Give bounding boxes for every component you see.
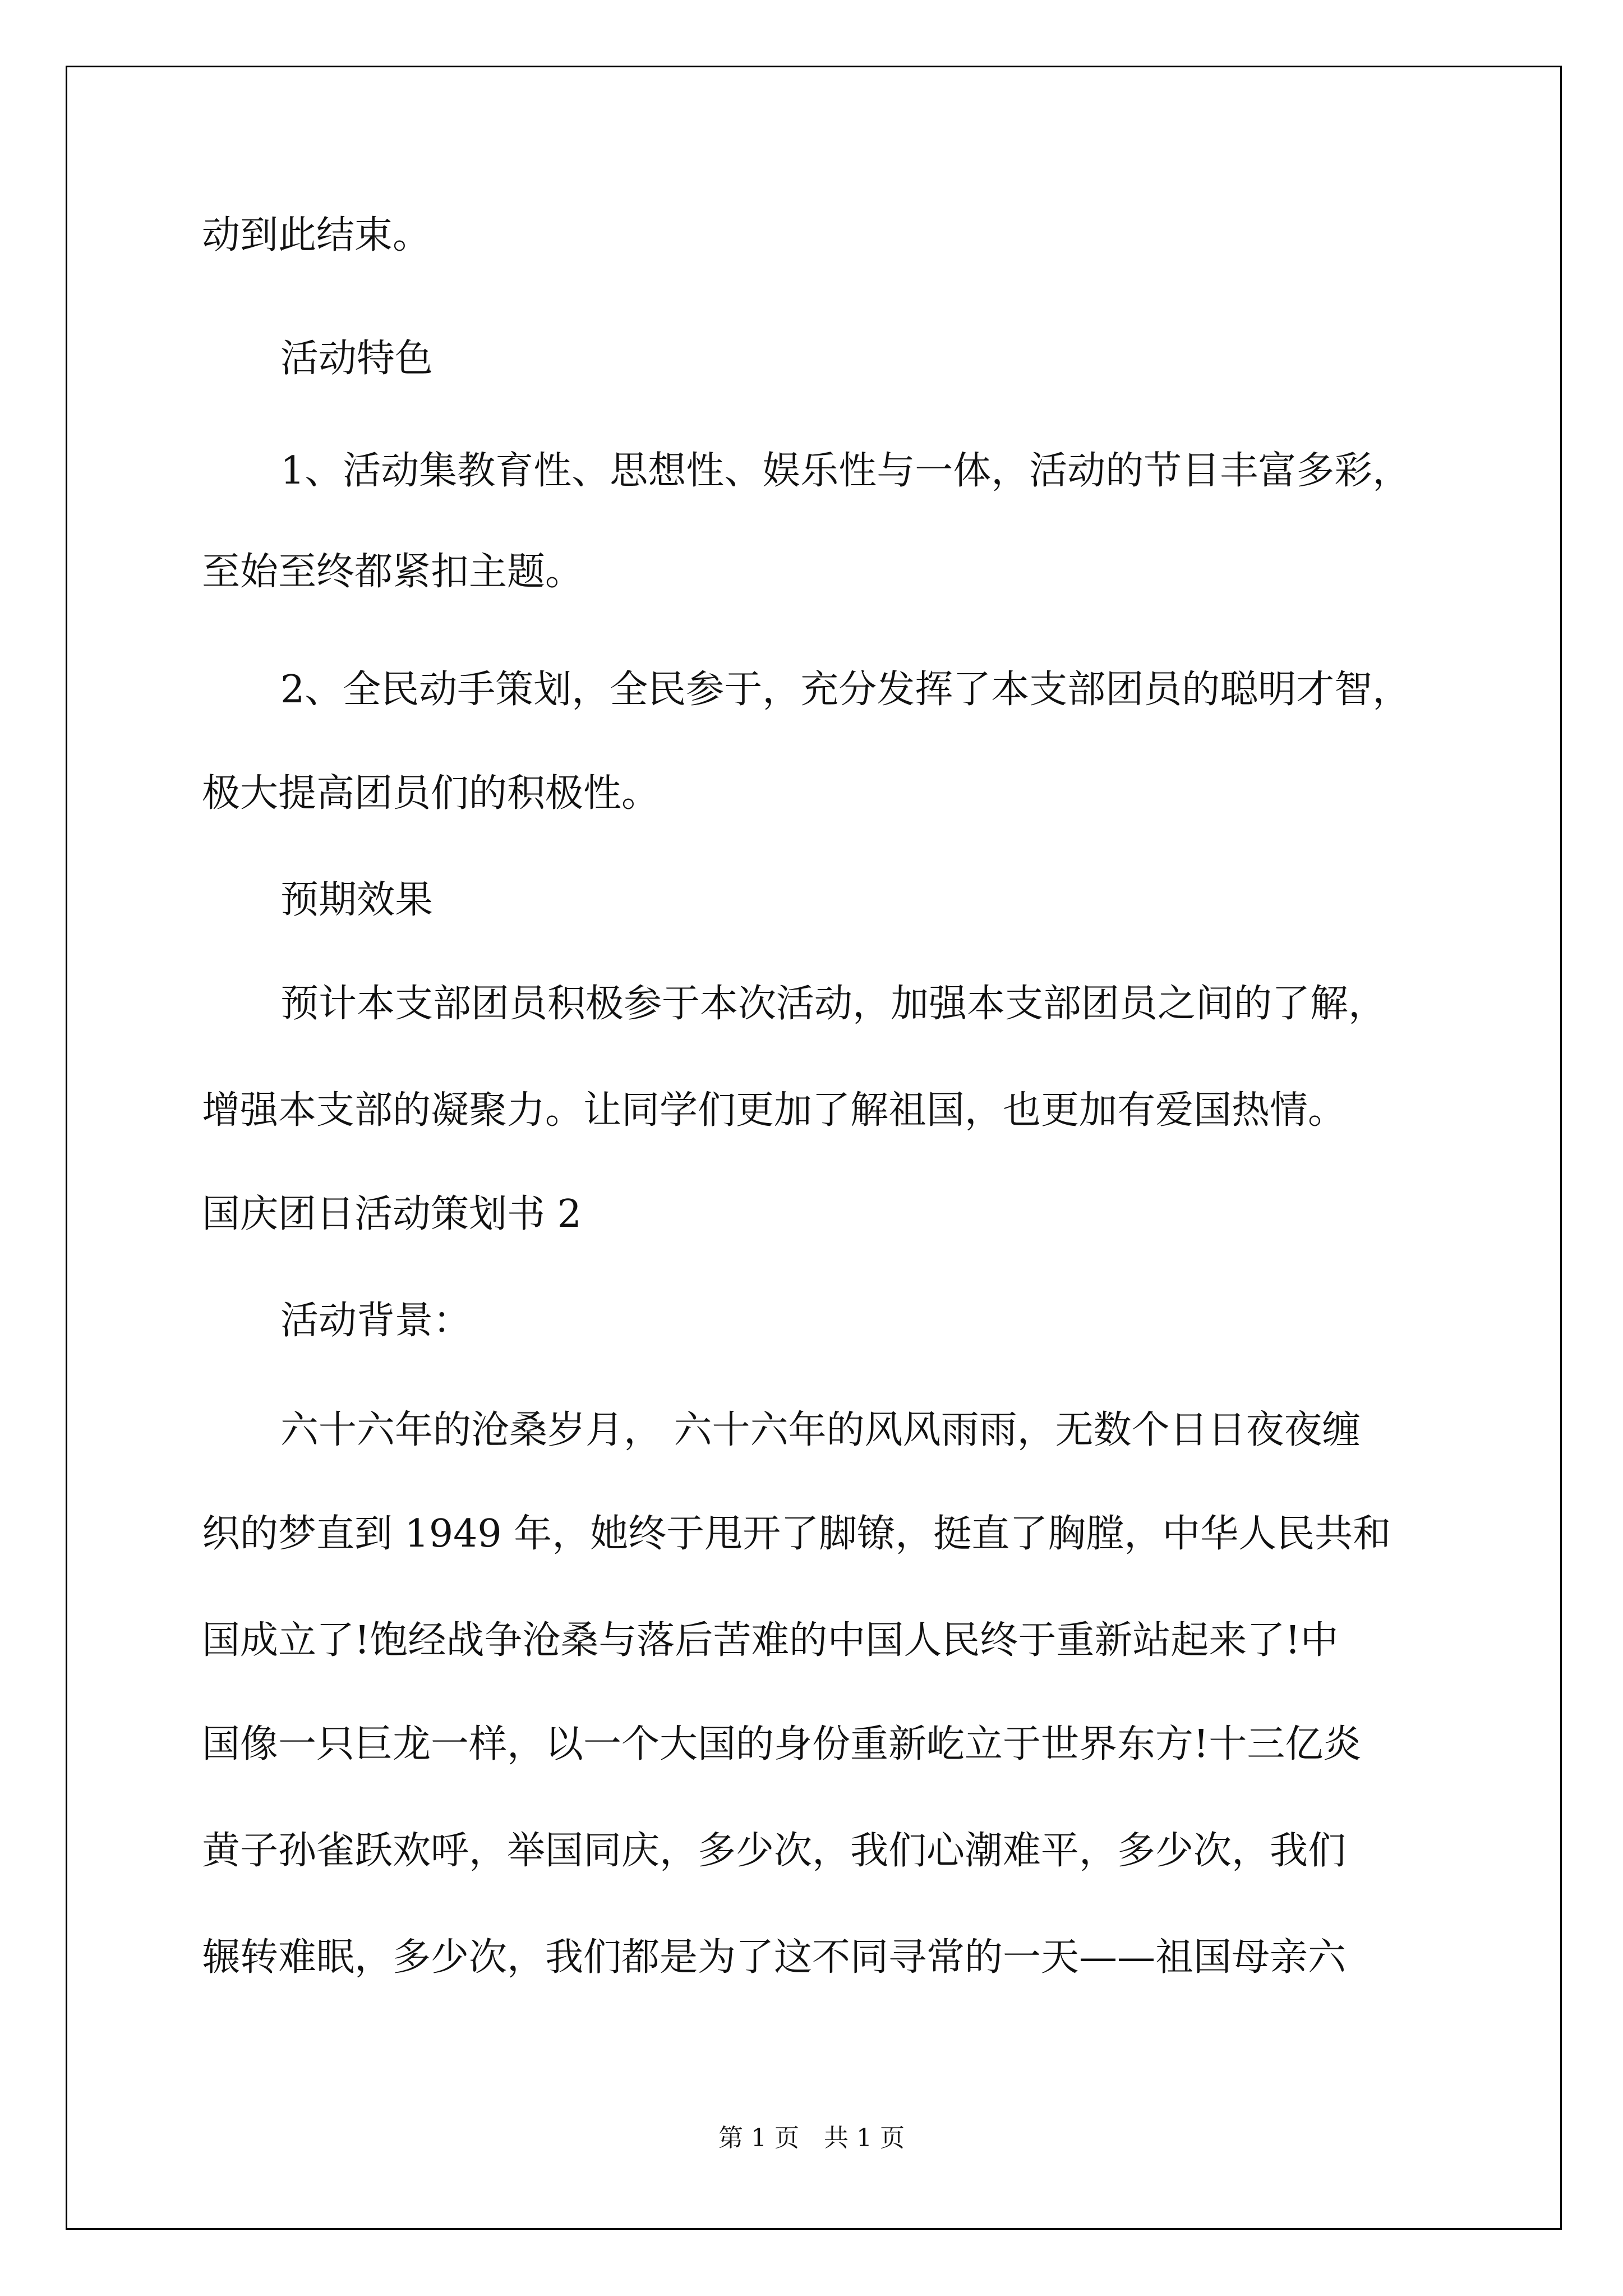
section-heading: 活动背景： <box>280 1299 472 1343</box>
text-line: 织的梦直到 1949 年，她终于甩开了脚镣，挺直了胸膛，中华人民共和 <box>202 1512 1391 1556</box>
section-heading: 活动特色 <box>280 337 434 381</box>
document-title: 国庆团日活动策划书 2 <box>202 1192 582 1236</box>
page-border <box>66 66 1562 2230</box>
text-line: 增强本支部的凝聚力。让同学们更加了解祖国，也更加有爱国热情。 <box>202 1088 1347 1133</box>
section-heading: 预期效果 <box>280 878 434 922</box>
text-line: 国成立了!饱经战争沧桑与落后苦难的中国人民终于重新站起来了!中 <box>202 1618 1339 1663</box>
text-line: 至始至终都紧扣主题。 <box>202 550 584 594</box>
page-footer: 第 1 页 共 1 页 <box>718 2124 905 2152</box>
text-line: 黄子孙雀跃欢呼，举国同庆，多少次，我们心潮难平，多少次，我们 <box>202 1829 1347 1873</box>
text-line: 六十六年的沧桑岁月， 六十六年的风风雨雨，无数个日日夜夜缠 <box>280 1408 1361 1452</box>
text-line: 国像一只巨龙一样，以一个大国的身份重新屹立于世界东方!十三亿炎 <box>202 1722 1362 1766</box>
text-line: 辗转难眠，多少次，我们都是为了这不同寻常的一天——祖国母亲六 <box>202 1935 1347 1980</box>
text-line: 极大提高团员们的积极性。 <box>202 771 660 816</box>
text-line: 1、活动集教育性、思想性、娱乐性与一体，活动的节目丰富多彩， <box>280 449 1411 493</box>
text-line: 预计本支部团员积极参于本次活动，加强本支部团员之间的了解， <box>280 982 1387 1026</box>
text-line: 动到此结束。 <box>202 213 431 257</box>
text-line: 2、全民动手策划，全民参于，充分发挥了本支部团员的聪明才智， <box>280 668 1411 712</box>
